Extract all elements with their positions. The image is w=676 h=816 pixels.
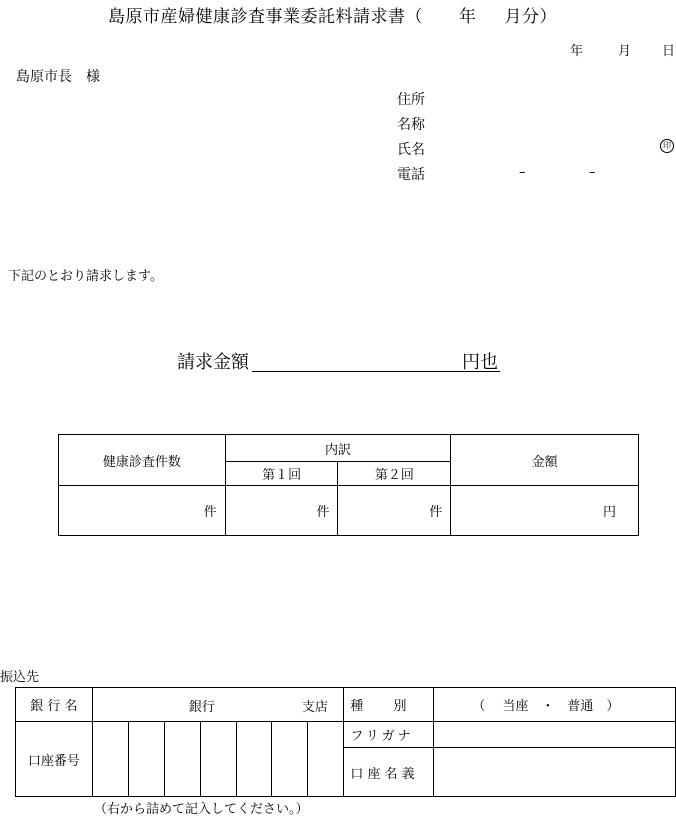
account-digit-7[interactable] (308, 722, 344, 797)
exam-count-cell[interactable] (59, 486, 226, 536)
account-digit-1[interactable] (92, 722, 128, 797)
lead-text: 下記のとおり請求します。 (8, 269, 163, 284)
account-digit-3[interactable] (164, 722, 200, 797)
phone-label: 電話 (397, 167, 425, 183)
account-digit-5[interactable] (236, 722, 272, 797)
bank-table (15, 687, 676, 797)
header-breakdown: 内訳 (225, 435, 451, 462)
account-holder-field[interactable] (434, 748, 676, 797)
bank-name-field[interactable] (92, 688, 343, 722)
unit-count: 件 (429, 505, 443, 520)
company-name-label: 名称 (397, 117, 425, 133)
unit-count: 件 (316, 505, 330, 520)
amount-unit: 円也 (462, 352, 498, 373)
furigana-label: フリガナ (344, 722, 434, 748)
bank-suffix: 銀行 (188, 700, 215, 715)
header-second-visit: 第２回 (338, 462, 451, 486)
phone-separator-1: – (519, 165, 526, 180)
first-visit-cell[interactable] (225, 486, 338, 536)
account-digit-4[interactable] (200, 722, 236, 797)
amount-label: 請求金額 (177, 352, 249, 373)
addressee: 島原市長 様 (16, 69, 100, 85)
header-amount: 金額 (451, 435, 639, 486)
breakdown-table (58, 434, 639, 536)
furigana-field[interactable] (434, 722, 676, 748)
date-month: 月 (618, 44, 632, 59)
fill-note: （右から詰めて記入してください。） (94, 802, 309, 816)
account-type-options[interactable]: （ 当座 ・ 普通 ） (434, 688, 676, 722)
header-first-visit: 第１回 (225, 462, 338, 486)
bank-heading: 振込先 (0, 670, 40, 685)
date-year: 年 (570, 44, 584, 59)
second-visit-cell[interactable] (338, 486, 451, 536)
account-digit-6[interactable] (272, 722, 308, 797)
seal-mark: 印 (660, 139, 674, 153)
amount-cell[interactable] (451, 486, 639, 536)
account-type-label: 種 別 (344, 688, 434, 722)
header-exam-count: 健康診査件数 (59, 435, 226, 486)
document-title (108, 2, 557, 27)
account-number-label: 口座番号 (16, 722, 93, 797)
date-day: 日 (662, 44, 676, 59)
branch-suffix: 支店 (301, 700, 328, 715)
account-digit-2[interactable] (128, 722, 164, 797)
unit-count: 件 (203, 505, 217, 520)
bank-name-label: 銀 行 名 (16, 688, 93, 722)
unit-yen: 円 (602, 505, 616, 520)
address-label: 住所 (397, 92, 425, 108)
title-year: 年 (459, 7, 477, 27)
person-name-label: 氏名 (397, 142, 425, 158)
title-month: 月分） (504, 7, 557, 27)
account-holder-label: 口 座 名 義 (344, 748, 434, 797)
phone-separator-2: – (589, 165, 596, 180)
title-main: 島原市産婦健康診査事業委託料請求書（ (108, 7, 423, 27)
